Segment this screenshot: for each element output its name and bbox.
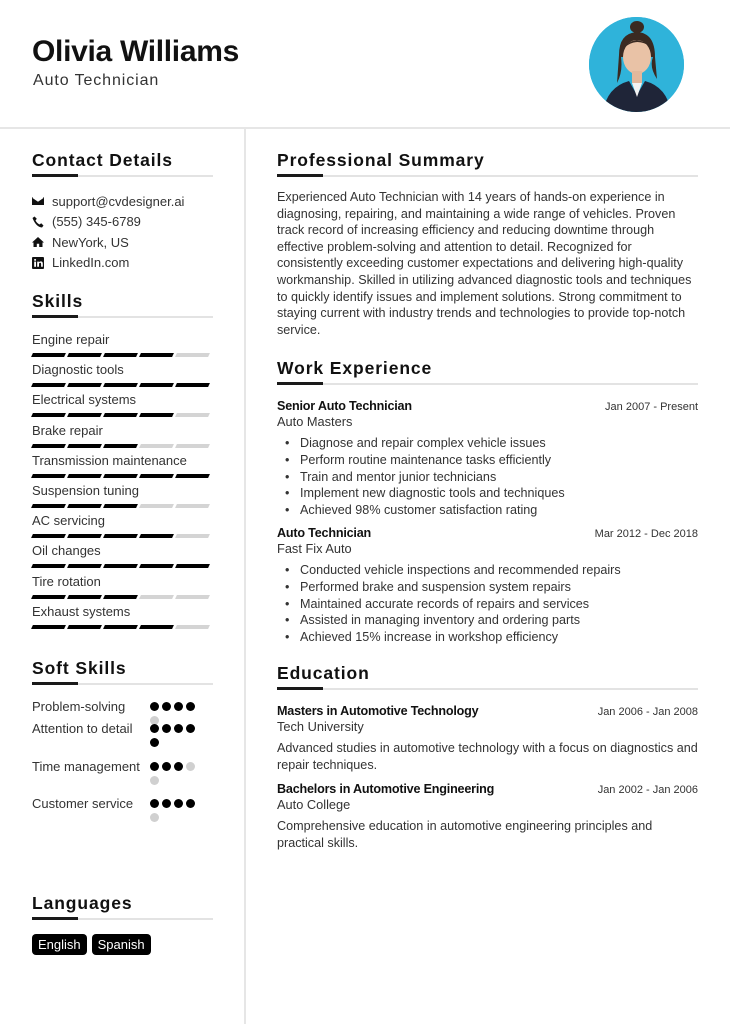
soft-skill-rating [150, 799, 202, 827]
job-date: Jan 2007 - Present [605, 401, 698, 414]
skill-label: Brake repair [32, 422, 103, 438]
soft-skill-label: Time management [32, 758, 140, 774]
section-heading: Contact Details [32, 150, 213, 177]
rating-dot-filled [162, 799, 171, 808]
job-header [277, 399, 698, 413]
skill-item [32, 604, 213, 634]
contact-linkedin[interactable] [32, 253, 213, 274]
rating-dot-filled [186, 799, 195, 808]
level-segment-filled [31, 534, 66, 538]
skill-label: Exhaust systems [32, 603, 131, 619]
rating-dot-filled [150, 702, 159, 711]
summary-text: Experienced Auto Technician with 14 years of hands-on experience in diagnosing, repairing, and maintaining a wide range of vehicles. Proven track record of increasing efficiency and reducing downtime through effective problem-solving and attention to detail. Recognized for consistently exceeding customer expectations and delivering high-quality workmanship. Skilled in utilizing advanced diagnostic tools and techniques to quickly identify issues and implement solutions. Strong commitment to staying current with industry trends and technologies to provide top-notch service. [277, 190, 692, 337]
level-segment-empty [175, 413, 210, 417]
contact-section [32, 150, 213, 273]
rating-dot-empty [150, 776, 159, 785]
level-segment-filled [31, 383, 66, 387]
job-entry [277, 399, 698, 518]
skills-list [32, 332, 213, 634]
job-company: Fast Fix Auto [277, 541, 352, 557]
skill-label: Oil changes [32, 543, 101, 559]
level-segment-empty [175, 534, 210, 538]
level-segment-filled [139, 413, 174, 417]
level-segment-filled [31, 625, 66, 629]
skill-level-bar [32, 595, 213, 599]
languages-section [32, 893, 213, 955]
skill-item [32, 483, 213, 513]
job-bullets [285, 562, 698, 645]
person-portrait-icon [589, 17, 684, 112]
education-description: Comprehensive education in automotive engineering principles and practical skills. [277, 819, 653, 851]
level-segment-filled [103, 534, 138, 538]
rating-dot-filled [162, 724, 171, 733]
section-heading: Work Experience [277, 358, 698, 385]
jobs-list [277, 399, 698, 645]
level-segment-empty [139, 504, 174, 508]
section-heading: Languages [32, 893, 213, 920]
candidate-name: Olivia Williams [32, 35, 239, 68]
level-segment-filled [139, 474, 174, 478]
level-segment-filled [103, 353, 138, 357]
skill-level-bar [32, 474, 213, 478]
job-bullet: • Perform routine maintenance tasks efficiently [285, 452, 698, 469]
home-icon [32, 236, 44, 248]
job-bullets [285, 435, 698, 518]
skill-label: Electrical systems [32, 392, 137, 408]
soft-skills-section [32, 658, 213, 830]
level-segment-filled [103, 595, 138, 599]
soft-skill-rating [150, 762, 202, 790]
summary-section [277, 150, 698, 338]
job-date: Mar 2012 - Dec 2018 [594, 528, 698, 541]
phone-icon [32, 216, 44, 228]
profile-photo [589, 17, 684, 112]
level-segment-filled [67, 564, 102, 568]
level-segment-filled [103, 383, 138, 387]
level-segment-filled [175, 383, 210, 387]
level-segment-filled [67, 383, 102, 387]
education-list [277, 704, 698, 852]
soft-skill-label: Attention to detail [32, 720, 133, 736]
soft-skill-item [32, 759, 213, 796]
contact-email-text: support@cvdesigner.ai [52, 193, 185, 209]
skill-label: AC servicing [32, 513, 105, 529]
soft-skill-label: Problem-solving [32, 698, 126, 714]
level-segment-filled [103, 413, 138, 417]
section-heading: Professional Summary [277, 150, 698, 177]
skill-item [32, 332, 213, 362]
contact-phone[interactable] [32, 212, 213, 233]
rating-dot-filled [186, 702, 195, 711]
language-tag: Spanish [92, 934, 151, 955]
soft-skill-rating [150, 724, 202, 752]
contact-location [32, 232, 213, 253]
envelope-icon [32, 195, 44, 207]
level-segment-filled [103, 504, 138, 508]
education-header [277, 704, 698, 718]
level-segment-filled [139, 383, 174, 387]
level-segment-filled [31, 474, 66, 478]
skill-item [32, 543, 213, 573]
skill-level-bar [32, 564, 213, 568]
rating-dot-filled [162, 762, 171, 771]
level-segment-filled [175, 564, 210, 568]
skill-item [32, 392, 213, 422]
job-company: Auto Masters [277, 414, 353, 430]
right-column [277, 150, 698, 852]
education-entry [277, 782, 698, 852]
level-segment-filled [31, 353, 66, 357]
level-segment-filled [103, 564, 138, 568]
rating-dot-filled [186, 724, 195, 733]
skill-level-bar [32, 625, 213, 629]
level-segment-filled [67, 444, 102, 448]
rating-dot-filled [150, 799, 159, 808]
level-segment-filled [31, 595, 66, 599]
level-segment-filled [67, 504, 102, 508]
level-segment-filled [103, 474, 138, 478]
experience-section [277, 358, 698, 645]
education-description: Advanced studies in automotive technology with a focus on diagnostics and repair techniques. [277, 741, 698, 773]
level-segment-empty [175, 595, 210, 599]
soft-skill-label: Customer service [32, 795, 134, 811]
education-date: Jan 2006 - Jan 2008 [597, 706, 698, 719]
skills-section [32, 291, 213, 634]
level-segment-filled [139, 534, 174, 538]
skill-level-bar [32, 353, 213, 357]
level-segment-filled [67, 353, 102, 357]
column-divider [244, 129, 246, 1024]
job-bullet: • Implement new diagnostic tools and techniques [285, 485, 698, 502]
job-bullet: • Diagnose and repair complex vehicle issues [285, 435, 698, 452]
education-degree: Bachelors in Automotive Engineering [277, 782, 495, 797]
skill-level-bar [32, 444, 213, 448]
level-segment-filled [67, 625, 102, 629]
skill-label: Tire rotation [32, 573, 101, 589]
education-entry [277, 704, 698, 774]
soft-skill-item [32, 796, 213, 830]
skill-level-bar [32, 504, 213, 508]
skill-item [32, 362, 213, 392]
level-segment-filled [31, 444, 66, 448]
education-section [277, 663, 698, 852]
level-segment-empty [175, 504, 210, 508]
level-segment-filled [103, 625, 138, 629]
rating-dot-filled [162, 702, 171, 711]
level-segment-filled [67, 534, 102, 538]
job-bullet: • Performed brake and suspension system repairs [285, 579, 698, 596]
skill-item [32, 574, 213, 604]
rating-dot-filled [150, 738, 159, 747]
skill-label: Engine repair [32, 332, 110, 347]
level-segment-empty [139, 595, 174, 599]
level-segment-filled [103, 444, 138, 448]
soft-skill-item [32, 699, 213, 721]
rating-dot-empty [150, 813, 159, 822]
level-segment-filled [67, 474, 102, 478]
contact-linkedin-text: LinkedIn.com [52, 255, 130, 271]
education-degree: Masters in Automotive Technology [277, 704, 479, 719]
skill-label: Suspension tuning [32, 482, 139, 498]
resume-header [0, 0, 730, 129]
level-segment-filled [67, 413, 102, 417]
level-segment-filled [31, 413, 66, 417]
level-segment-empty [139, 444, 174, 448]
job-bullet: • Achieved 15% increase in workshop efficiency [285, 629, 698, 646]
skill-label: Diagnostic tools [32, 362, 124, 378]
rating-dot-filled [174, 702, 183, 711]
language-tag: English [32, 934, 87, 955]
level-segment-filled [31, 504, 66, 508]
skill-level-bar [32, 534, 213, 538]
education-school: Tech University [277, 719, 364, 735]
section-heading: Education [277, 663, 698, 690]
level-segment-filled [31, 564, 66, 568]
skill-label: Transmission maintenance [32, 452, 187, 468]
contact-email[interactable] [32, 191, 213, 212]
job-entry [277, 526, 698, 645]
skill-level-bar [32, 413, 213, 417]
job-bullet: • Assisted in managing inventory and ordering parts [285, 612, 698, 629]
section-heading: Skills [32, 291, 213, 318]
level-segment-filled [175, 474, 210, 478]
skill-level-bar [32, 383, 213, 387]
left-column [32, 150, 213, 952]
job-title: Auto Technician [277, 526, 372, 541]
language-tags [32, 934, 213, 955]
rating-dot-filled [150, 762, 159, 771]
job-bullet: • Achieved 98% customer satisfaction rating [285, 502, 698, 519]
contact-location-text: NewYork, US [52, 234, 129, 250]
rating-dot-filled [150, 724, 159, 733]
rating-dot-filled [174, 762, 183, 771]
level-segment-filled [139, 564, 174, 568]
level-segment-empty [175, 444, 210, 448]
job-header [277, 526, 698, 540]
rating-dot-filled [174, 724, 183, 733]
skill-item [32, 453, 213, 483]
section-heading: Soft Skills [32, 658, 213, 685]
education-school: Auto College [277, 797, 351, 813]
skill-item [32, 423, 213, 453]
education-header [277, 782, 698, 796]
soft-skills-list [32, 699, 213, 830]
level-segment-filled [139, 625, 174, 629]
soft-skill-item [32, 721, 213, 759]
rating-dot-empty [186, 762, 195, 771]
contact-phone-text: (555) 345-6789 [52, 214, 141, 230]
job-bullet: • Maintained accurate records of repairs and services [285, 596, 698, 613]
level-segment-filled [67, 595, 102, 599]
job-title: Senior Auto Technician [277, 399, 412, 414]
rating-dot-filled [174, 799, 183, 808]
level-segment-filled [139, 353, 174, 357]
level-segment-empty [175, 353, 210, 357]
job-bullet: • Conducted vehicle inspections and recommended repairs [285, 562, 698, 579]
linkedin-icon [32, 257, 44, 269]
skill-item [32, 513, 213, 543]
level-segment-empty [175, 625, 210, 629]
education-date: Jan 2002 - Jan 2006 [597, 784, 698, 797]
job-bullet: • Train and mentor junior technicians [285, 469, 698, 486]
candidate-title: Auto Technician [33, 72, 160, 89]
